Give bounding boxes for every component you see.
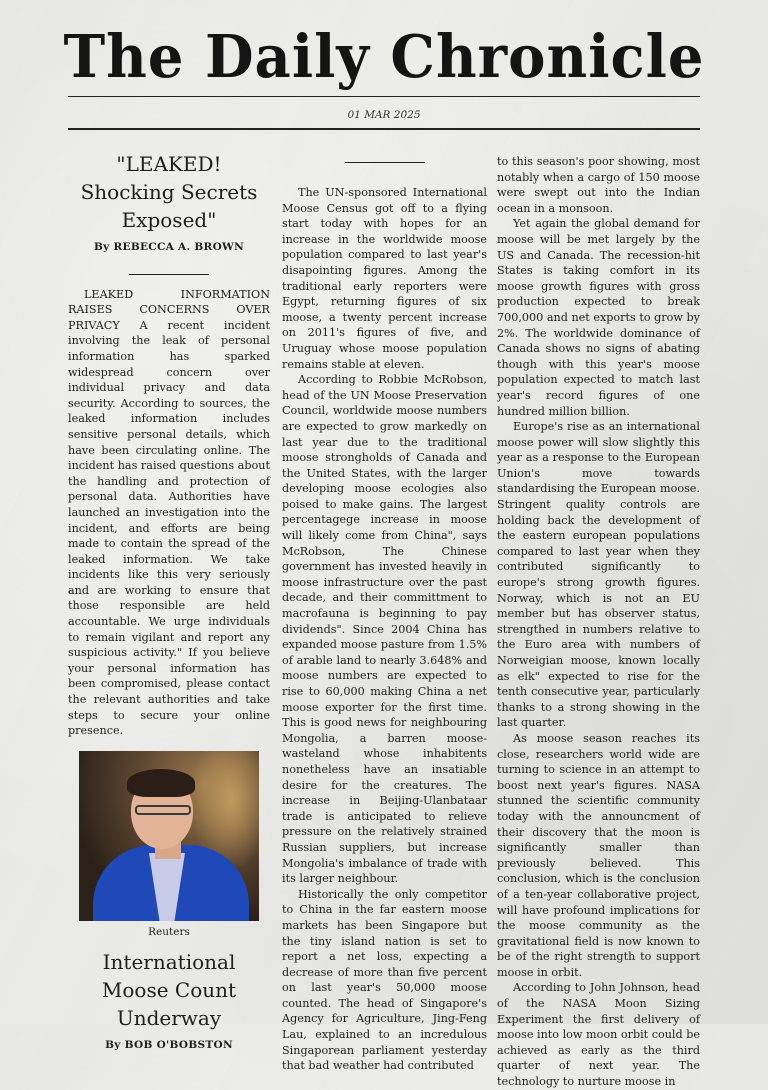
article2-paragraph: According to John Johnson, head of the NASA Moon Sizing Experiment the first delivery of moose into low moon orbit could be achieved as early as the third quarter of next year. The technology to nurture moose in <box>497 981 701 1089</box>
article2-paragraph: The UN-sponsored International Moose Census got off to a flying start today with hopes for an increase in the worldwide moose population compared to last year's disapointing figures. Among the traditional early reporters were Egypt, returning figures of six moose, a twenty percent increase on 2011's figures of five, and Uruguay whose moose population remains stable at eleven. <box>282 186 487 371</box>
article2-paragraph: Yet again the global demand for moose will be met largely by the US and Canada. The recession-hit States is taking comfort in its moose growth figures with gross production expected to break 700,000 and net exports to grow by 2%. The worldwide dominance of Canada shows no signs of abating though with this year's moose population expected to match last year's record figures of one hundred million billion. <box>497 217 700 418</box>
article1-body: LEAKED INFORMATION RAISES CONCERNS OVER PRIVACY A recent incident involving the leak of personal information has sparked widespread concern over individual privacy and data security. According to sources, the leaked information includes sensitive personal details, which have been circulating online. The incident has raised questions about the handling and protection of personal data. Authorities have launched an investigation into the incident, and efforts are being made to contain the spread of the leaked information. We take incidents like this very seriously and are working to ensure that those responsible are held accountable. We urge individuals to remain vigilant and report any suspicious activity." If you believe your personal information has been compromised, please contact the relevant authorities and take steps to secure your online presence. <box>68 287 270 738</box>
column-1 <box>68 150 270 1054</box>
issue-date: 01 MAR 2025 <box>347 109 421 121</box>
column-2 <box>282 150 487 1074</box>
article2-paragraph: As moose season reaches its close, researchers world wide are turning to science in an attempt to boost next year's figures. NASA stunned the scientific community today with the announcment of their discovery that the moon is significantly smaller than previously believed. This conclusion, which is the conclusion of a ten-year collaborative project, will have profound implications for the moose community as the gravitational field is now known to be of the right strength to support moose in orbit. <box>497 731 700 979</box>
article1-headline: "LEAKED! Shocking Secrets Exposed" <box>80 152 258 232</box>
article2-byline: By BOB O'BOBSTON <box>105 1039 233 1052</box>
article2-photo <box>79 751 259 921</box>
article2-paragraph: According to Robbie McRobson, head of the UN Moose Preservation Council, worldwide moose numbers are expected to grow markedly on last year due to the traditional moose strongholds of Canada and the United States, with the larger developing moose ecologies also poised to make gains. The largest percentagege increase in moose will likely come from China", says McRobson, The Chinese government has invested heavily in moose infrastructure over the past decade, and their committment to macrofauna is beginning to pay dividends". Since 2004 China has expanded moose pasture from 1.5% of arable land to nearly 3.648% and moose numbers are expected to rise to 60,000 making China a net moose exporter for the first time. This is good news for neighbouring Mongolia, a barren moose-wasteland whose inhabitents nonetheless have an insatiable desire for the creatures. The increase in Beijing-Ulanbataar trade is anticipated to relieve pressure on the relatively strained Russian suppliers, but increase Mongolia's imbalance of trade with its larger neighbour. <box>282 373 487 886</box>
article1-divider <box>129 274 209 275</box>
column-3 <box>497 154 700 1090</box>
article2-paragraph: Europe's rise as an international moose power will slow slightly this year as a response to the European Union's move towards standardising the European moose. Stringent quality controls are holding back the development of the eastern european populations compared to last year when they contributed significantly to europe's strong growth figures. Norway, which is not an EU member but has observer status, strengthed in numbers relative to the Euro area with numbers of Norweigian moose, known locally as elk" expected to rise for the tenth consecutive year, particularly thanks to a strong showing in the last quarter. <box>497 420 700 730</box>
article1-byline: By REBECCA A. BROWN <box>93 241 245 253</box>
article2-paragraph: to this season's poor showing, most notably when a cargo of 150 moose were swept out into the Indian ocean in a monsoon. <box>497 155 700 215</box>
article2-paragraph: Historically the only competitor to China in the far eastern moose markets has been Singapore but the tiny island nation is set to report a net loss, expecting a decrease of more than five percent on last year's 50,000 moose counted. The head of Singapore's Agency for Agriculture, Jing-Feng Lau, explained to an incredulous Singaporean parliament yesterday that bad weather had contributed <box>282 887 487 1073</box>
photo-caption: Reuters <box>148 925 190 938</box>
masthead-rule-bottom <box>68 128 700 130</box>
masthead-title: The Daily Chronicle <box>63 22 705 92</box>
article2-divider <box>345 162 425 163</box>
masthead-rule-top <box>68 96 700 97</box>
article2-headline: International Moose Count Underway <box>101 950 237 1031</box>
